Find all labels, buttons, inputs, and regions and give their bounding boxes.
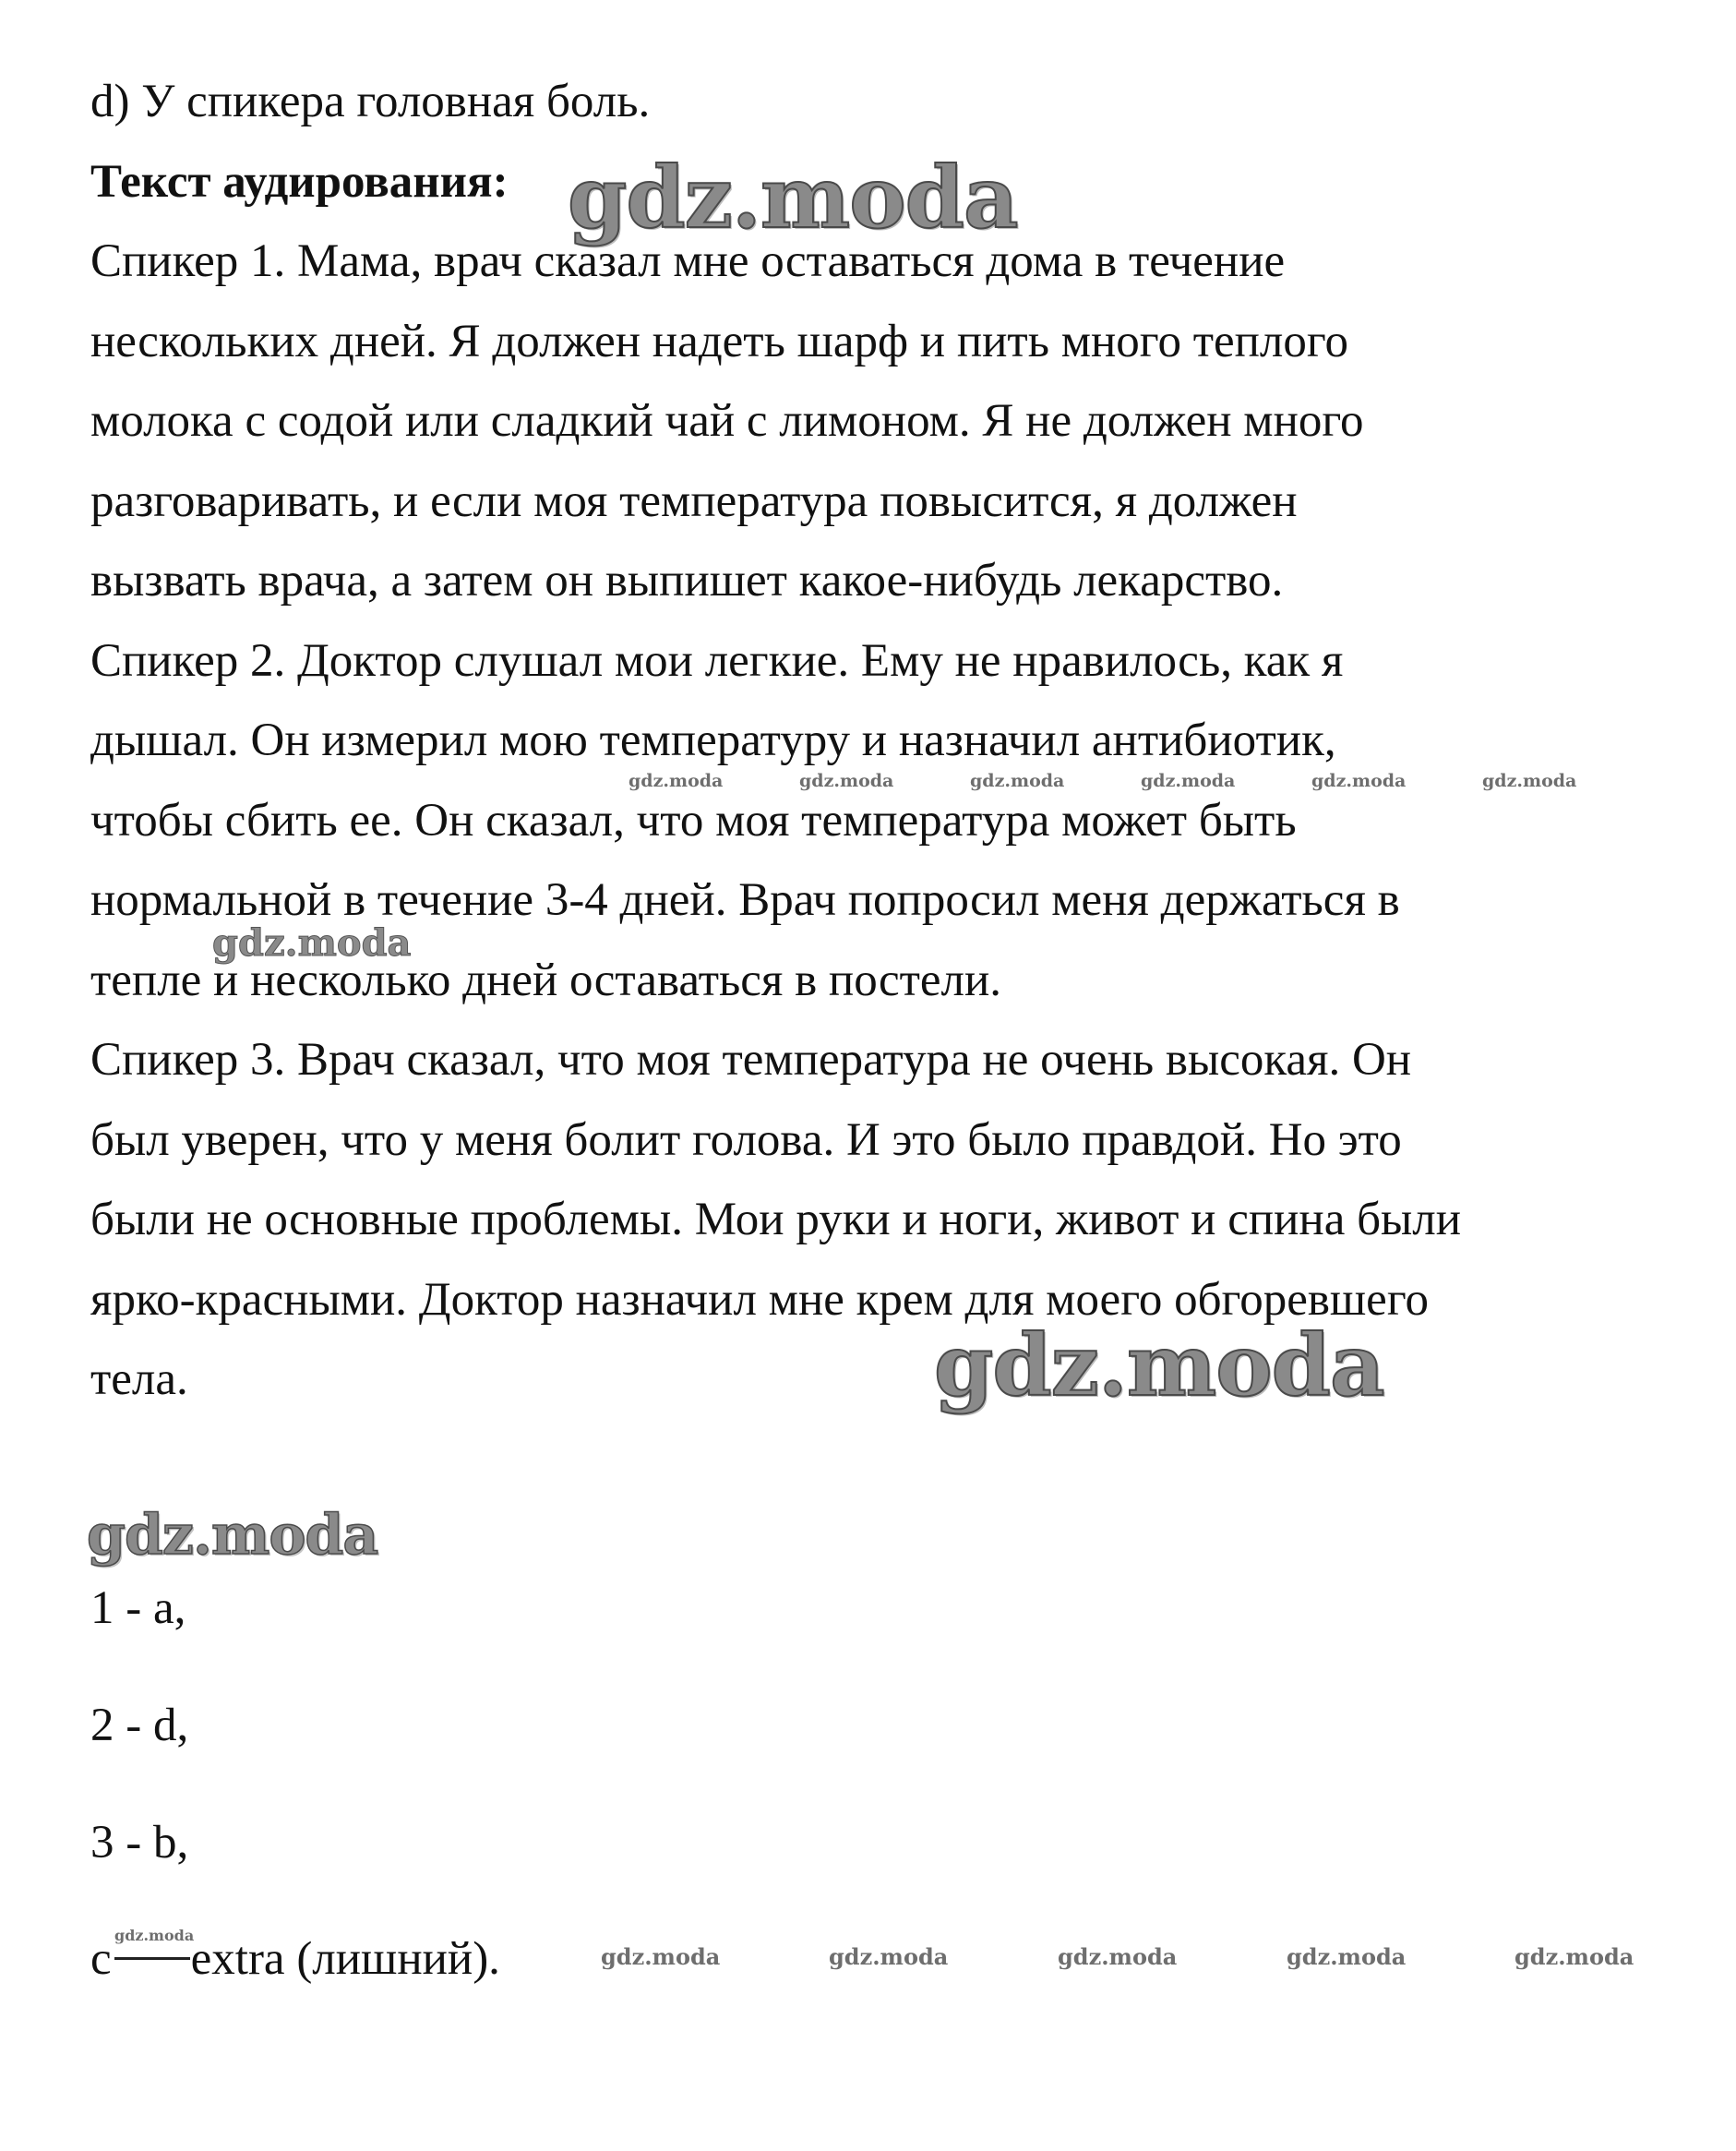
transcript-line: вызвать врача, а затем он выпишет какое-нибудь лекарство.: [90, 555, 1284, 607]
watermark-small: gdz.moda: [601, 1943, 721, 1970]
transcript-line: чтобы сбить ее. Он сказал, что моя температура может быть: [90, 795, 1297, 847]
transcript-line: ярко-красными. Доктор назначил мне крем для моего обгоревшего: [90, 1274, 1429, 1326]
transcript-line: нескольких дней. Я должен надеть шарф и пить много теплого: [90, 316, 1349, 367]
watermark-small: gdz.moda: [1141, 771, 1236, 791]
answer-letter: c: [90, 1933, 112, 1985]
transcript-line: был уверен, что у меня болит голова. И это было правдой. Но это: [90, 1114, 1402, 1166]
answer-text: extra (лишний).: [190, 1933, 500, 1985]
transcript-line: были не основные проблемы. Мои руки и ноги, живот и спина были: [90, 1194, 1462, 1245]
watermark-tiny: gdz.moda: [114, 1927, 195, 1944]
option-d: d) У спикера головная боль.: [90, 76, 651, 127]
transcript-line: Спикер 1. Мама, врач сказал мне оставаться дома в течение: [90, 235, 1286, 287]
transcript-line: тепле и несколько дней оставаться в постели.: [90, 955, 1002, 1006]
watermark-large: gdz.moda: [934, 1316, 1384, 1415]
transcript-line: Спикер 2. Доктор слушал мои легкие. Ему не нравилось, как я: [90, 635, 1344, 687]
transcript-heading: Текст аудирования:: [90, 156, 509, 208]
watermark-small: gdz.moda: [829, 1943, 949, 1970]
transcript-line: молока с содой или сладкий чай с лимоном. Я не должен много: [90, 395, 1364, 447]
watermark-small: gdz.moda: [1482, 771, 1577, 791]
watermark-small: gdz.moda: [1287, 1943, 1407, 1970]
watermark-small: gdz.moda: [1058, 1943, 1178, 1970]
transcript-line: Спикер 3. Врач сказал, что моя температура не очень высокая. Он: [90, 1034, 1412, 1086]
watermark-large: gdz.moda: [568, 148, 1018, 247]
watermark-small: gdz.moda: [799, 771, 894, 791]
watermark-medium: gdz.moda: [87, 1503, 378, 1568]
watermark-small: gdz.moda: [629, 771, 724, 791]
transcript-line: разговаривать, и если моя температура повысится, я должен: [90, 475, 1298, 527]
watermark-small: gdz.moda: [1311, 771, 1407, 791]
answer-dash: [114, 1957, 190, 1960]
watermark-medium: gdz.moda: [212, 921, 412, 965]
answer-item: 1 - a,: [90, 1582, 186, 1634]
transcript-line: дышал. Он измерил мою температуру и назначил антибиотик,: [90, 715, 1336, 766]
answer-item: 3 - b,: [90, 1817, 189, 1869]
transcript-line: тела.: [90, 1353, 188, 1405]
watermark-small: gdz.moda: [970, 771, 1065, 791]
transcript-line: нормальной в течение 3-4 дней. Врач попросил меня держаться в: [90, 874, 1400, 926]
watermark-small: gdz.moda: [1515, 1943, 1634, 1970]
answer-item: 2 - d,: [90, 1700, 189, 1751]
